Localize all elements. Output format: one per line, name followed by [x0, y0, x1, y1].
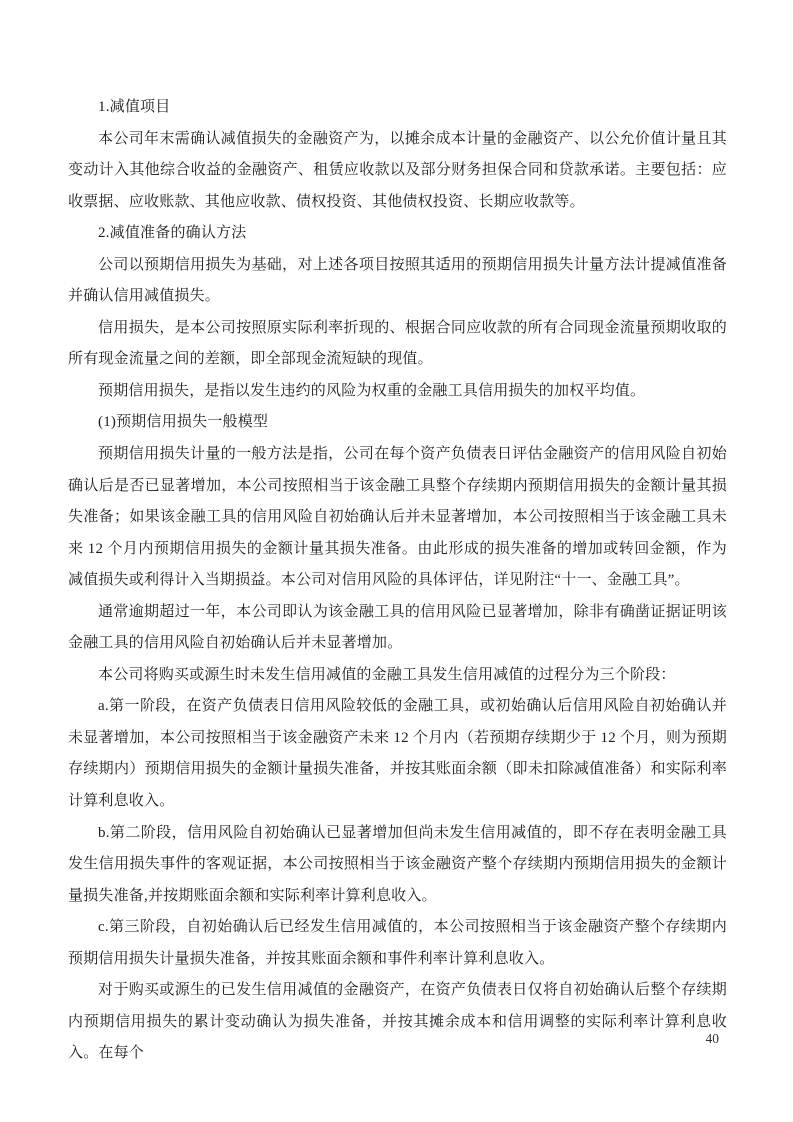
paragraph-stage-a: a.第一阶段，在资产负债表日信用风险较低的金融工具，或初始确认后信用风险自初始确认并未显著增加，本公司按照相当于该金融资产未来 12 个月内（若预期存续期少于 12 个月，则为预期存续期内）预期信用损失的金额计量损失准备，并按其账面余额（即未扣除减值准备）和实际利率计算利息收入。 [68, 698, 727, 810]
paragraph: 对于购买或源生的已发生信用减值的金融资产，在资产负债表日仅将自初始确认后整个存续期内预期信用损失的累计变动确认为损失准备，并按其摊余成本和信用调整的实际利率计算利息收入。在每个 [68, 982, 727, 1062]
document-body [68, 92, 727, 1070]
paragraph: 本公司年末需确认减值损失的金融资产为，以摊余成本计量的金融资产、以公允价值计量且其变动计入其他综合收益的金融资产、租赁应收款以及部分财务担保合同和贷款承诺。主要包括：应收票据、应收账款、其他应收款、债权投资、其他债权投资、长期应收款等。 [68, 130, 727, 210]
paragraph: 预期信用损失计量的一般方法是指，公司在每个资产负债表日评估金融资产的信用风险自初始确认后是否已显著增加，本公司按照相当于该金融工具整个存续期内预期信用损失的金额计量其损失准备；如果该金融工具的信用风险自初始确认后并未显著增加，本公司按照相当于该金融工具未来 12 个月内预期信用损失的金额计量其损失准备。由此形成的损失准备的增加或转回金额，作为减值损失或利得计入当期损益。本公司对信用风险的具体评估，详见附注“十一、金融工具”。 [68, 446, 727, 589]
paragraph: 信用损失，是本公司按照原实际利率折现的、根据合同应收款的所有合同现金流量预期收取的所有现金流量之间的差额，即全部现金流短缺的现值。 [68, 319, 727, 368]
paragraph-stage-c: c.第三阶段，自初始确认后已经发生信用减值的，本公司按照相当于该金融资产整个存续期内预期信用损失计量损失准备，并按其账面余额和事件利率计算利息收入。 [68, 919, 727, 967]
paragraph: 本公司将购买或源生时未发生信用减值的金融工具发生信用减值的过程分为三个阶段： [98, 666, 676, 683]
page-number: 40 [705, 1031, 719, 1046]
heading-impairment-items: 1.减值项目 [98, 99, 171, 115]
paragraph-stage-b: b.第二阶段，信用风险自初始确认已显著增加但尚未发生信用减值的，即不存在表明金融工具发生信用损失事件的客观证据，本公司按照相当于该金融资产整个存续期内预期信用损失的金额计量损失准备,并按期账面余额和实际利率计算利息收入。 [68, 824, 727, 904]
heading-provision-method: 2.减值准备的确认方法 [98, 225, 247, 242]
heading-general-model: (1)预期信用损失一般模型 [98, 414, 269, 431]
paragraph: 预期信用损失，是指以发生违约的风险为权重的金融工具信用损失的加权平均值。 [98, 382, 646, 399]
paragraph: 公司以预期信用损失为基础，对上述各项目按照其适用的预期信用损失计量方法计提减值准备并确认信用减值损失。 [68, 256, 727, 305]
paragraph: 通常逾期超过一年，本公司即认为该金融工具的信用风险已显著增加，除非有确凿证据证明该金融工具的信用风险自初始确认后并未显著增加。 [68, 603, 727, 652]
